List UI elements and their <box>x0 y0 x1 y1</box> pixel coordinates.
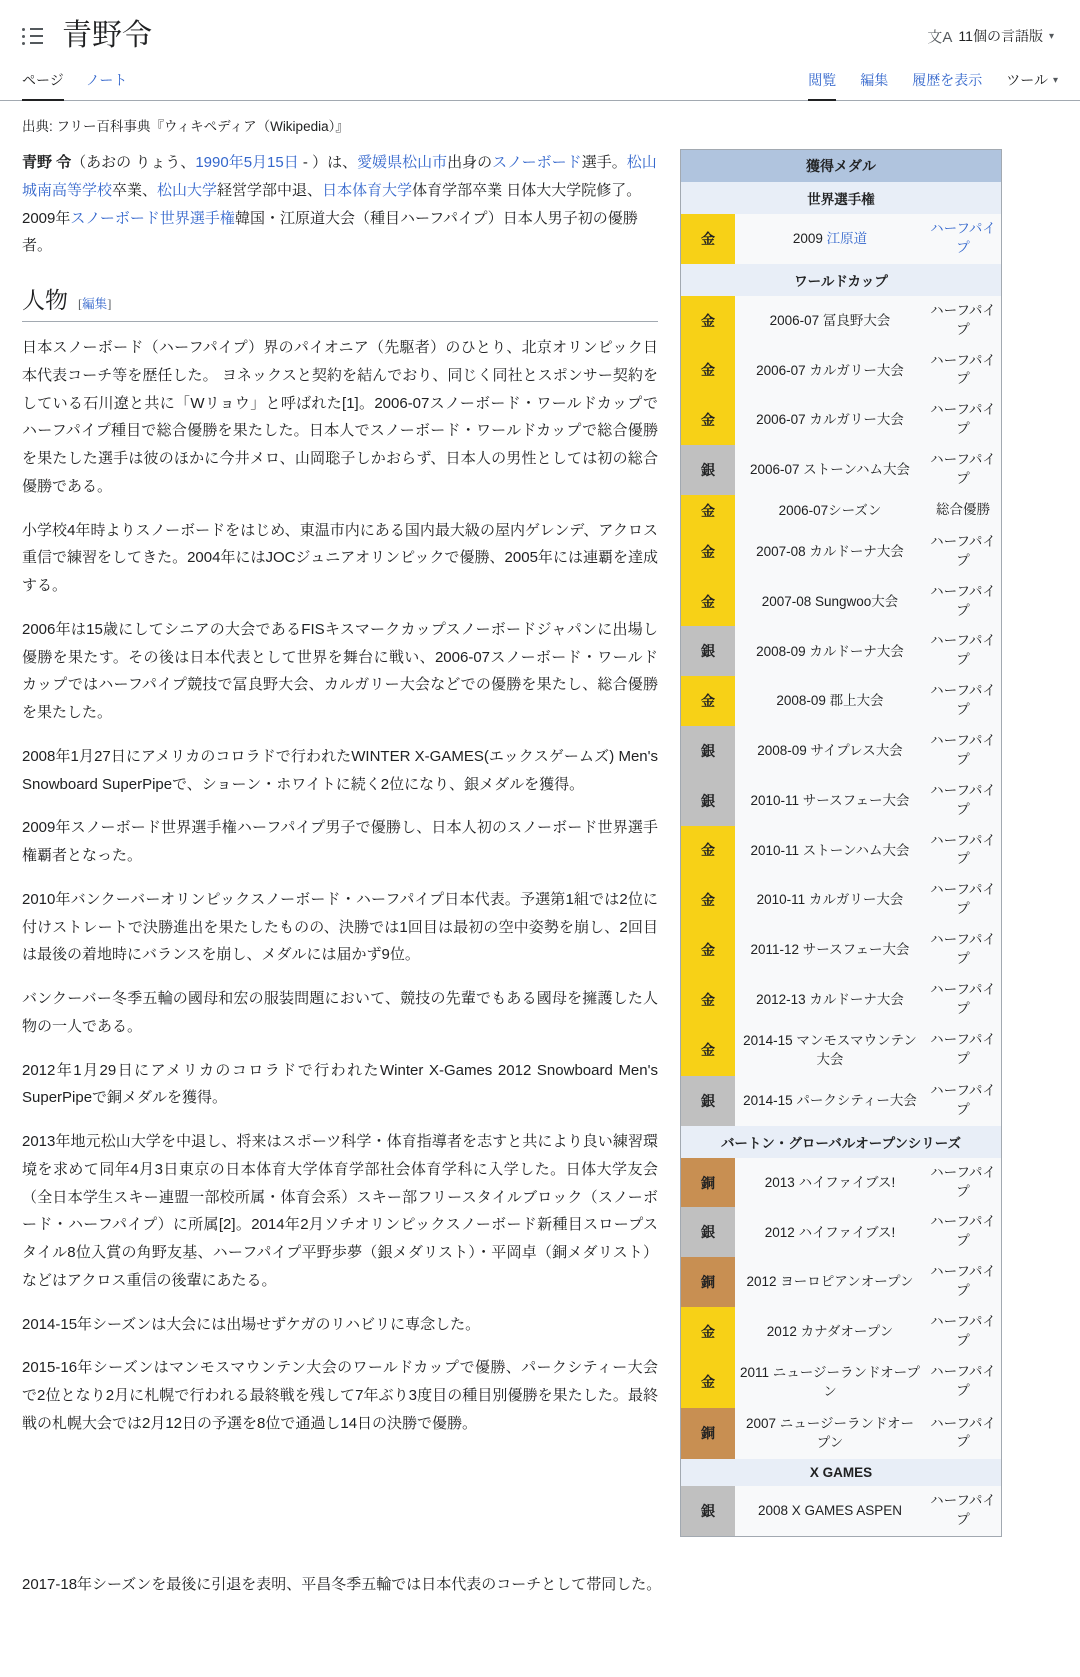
discipline-cell: ハーフパイプ <box>930 932 996 967</box>
discipline-cell: ハーフパイプ <box>930 782 996 817</box>
table-row <box>681 975 1001 1025</box>
main-menu-icon[interactable] <box>22 23 48 49</box>
event-cell: 2012 ハイファイブス! <box>764 1224 896 1240</box>
medal-cell: 金 <box>681 1357 735 1408</box>
table-row <box>681 626 1001 676</box>
event-cell: 2010-11 サースフェー大会 <box>750 792 910 808</box>
event-cell: 2006-07 カルガリー大会 <box>756 412 904 428</box>
discipline-cell: ハーフパイプ <box>930 832 996 867</box>
event-cell: 2012-13 カルドーナ大会 <box>756 992 904 1008</box>
source-note: 出典: フリー百科事典『ウィキペディア（Wikipedia）』 <box>22 119 349 134</box>
event-cell: 2007-08 カルドーナ大会 <box>756 544 904 560</box>
paragraph-5: 2009年スノーボード世界選手権ハーフパイプ男子で優勝し、日本人初のスノーボード世界選手権覇者となった。 <box>22 819 658 864</box>
nittaidai-link[interactable]: 日本体育大学 <box>322 181 413 199</box>
paragraph-11: 2015-16年シーズンはマンモスマウンテン大会のワールドカップで優勝、パークシティー大会で2位となり2月に札幌で行われる最終戦を残して7年ぶり3度目の種目別優勝を果たした。最終戦の札幌大会では2月12日の予選を8位で通過し14日の決勝で優勝。 <box>22 1359 658 1432</box>
medal-cell: 金 <box>681 346 735 396</box>
table-row <box>681 875 1001 925</box>
tools-label: ツール <box>1006 72 1048 88</box>
discipline-cell: ハーフパイプ <box>930 1313 996 1348</box>
section-header-label: X GAMES <box>681 1459 1001 1486</box>
medal-cell: 銀 <box>681 445 735 495</box>
medal-cell: 金 <box>681 296 735 346</box>
medal-cell: 銅 <box>681 1158 735 1208</box>
lead-reading-open: （あおの りょう、 <box>71 154 196 171</box>
table-row <box>681 1357 1001 1408</box>
event-cell: 2008 X GAMES ASPEN <box>757 1503 903 1519</box>
discipline-cell: ハーフパイプ <box>930 1082 996 1117</box>
event-cell: 2012 ヨーロピアンオープン <box>746 1274 914 1290</box>
table-row <box>681 1025 1001 1076</box>
page-title: 青野令 <box>62 19 152 52</box>
top-header <box>0 0 1080 62</box>
table-row <box>681 925 1001 975</box>
table-row <box>681 1257 1001 1307</box>
medal-cell: 金 <box>681 676 735 726</box>
table-row <box>681 776 1001 826</box>
discipline-cell: ハーフパイプ <box>930 633 996 668</box>
tabs-left-group <box>22 66 127 100</box>
table-row <box>681 445 1001 495</box>
medals-table-body <box>681 182 1001 1536</box>
section-header-row <box>681 264 1001 296</box>
lead-t2: 出身の <box>447 154 493 171</box>
medal-cell: 銀 <box>681 1076 735 1126</box>
paragraph-2: 小学校4年時よりスノーボードをはじめ、東温市内にある国内最大級の屋内ゲレンデ、アクロス重信で練習をしてきた。2004年にはJOCジュニアオリンピックで優勝、2005年には連覇を達成する。 <box>22 521 658 594</box>
lead-t6: 卒業、 <box>112 181 158 199</box>
table-row <box>681 1158 1001 1208</box>
event-cell: 2007 ニュージーランドオープン <box>745 1415 915 1451</box>
event-cell: 2006-07 カルガリー大会 <box>756 362 904 378</box>
event-cell: 2014-15 パークシティー大会 <box>743 1092 917 1108</box>
lead-t10: 体育学部卒業 日体大大学院修了。2009年 <box>22 181 642 227</box>
medals-table <box>681 182 1001 1536</box>
edit-section-link[interactable]: 編集 <box>82 297 108 311</box>
tab-edit[interactable]: 編集 <box>860 72 889 88</box>
discipline-cell: ハーフパイプ <box>930 533 996 568</box>
paragraph-7: バンクーバー冬季五輪の國母和宏の服装問題において、競技の先輩でもある國母を擁護した人物の一人である。 <box>22 990 658 1035</box>
event-cell: 2012 カナダオープン <box>766 1324 894 1340</box>
language-selector[interactable] <box>927 26 1058 47</box>
medal-cell: 金 <box>681 1307 735 1357</box>
discipline-cell: ハーフパイプ <box>930 1214 996 1249</box>
medal-cell: 金 <box>681 925 735 975</box>
event-cell: 2011-12 サースフェー大会 <box>750 942 910 958</box>
table-row <box>681 1207 1001 1257</box>
discipline-cell: ハーフパイプ <box>930 583 996 618</box>
medal-cell: 銀 <box>681 1486 735 1536</box>
event-cell: 2006-07 冨良野大会 <box>769 312 891 328</box>
section-header-label: バートン・グローバルオープンシリーズ <box>681 1126 1001 1158</box>
medal-cell: 金 <box>681 577 735 627</box>
table-row <box>681 1076 1001 1126</box>
tab-talk[interactable]: ノート <box>85 72 128 88</box>
table-row <box>681 1486 1001 1536</box>
medals-infobox <box>680 149 1002 1537</box>
table-row <box>681 577 1001 627</box>
table-row <box>681 495 1001 527</box>
page-content <box>0 101 1080 1557</box>
paragraph-6: 2010年バンクーバーオリンピックスノーボード・ハーフパイプ日本代表。予選第1組では2位に付けストレートで決勝進出を果たしたものの、決勝では1回目は最初の空中姿勢を崩し、2回目は最後の着地時にバランスを崩し、メダルには届かず9位。 <box>22 890 658 964</box>
discipline-cell: ハーフパイプ <box>930 352 996 387</box>
medal-cell: 金 <box>681 975 735 1025</box>
event-cell: 2008-09 カルドーナ大会 <box>756 643 904 659</box>
article-body <box>22 149 658 1454</box>
event-cell: 2009 江原道 <box>792 231 868 247</box>
discipline-cell: ハーフパイプ <box>930 402 996 437</box>
tabs-right-group <box>808 66 1058 100</box>
discipline-cell: ハーフパイプ <box>930 452 996 487</box>
lead-t4: 選手。 <box>581 154 627 171</box>
paragraph-1: 日本スノーボード（ハーフパイプ）界のパイオニア（先駆者）のひとり、北京オリンピック日本代表コーチ等を歴任した。 ヨネックスと契約を結んでおり、同じく同社とスポンサー契約をしている石川遼と共に「Wリョウ」と呼ばれた[1]。2006-07スノーボード・ワールドカップでハーフパイプ種目で総合優勝を果たした。日本人でスノーボード・ワールドカップで総合優勝を果たした選手は彼のほかに今井メロ、山岡聡子しかおらず、日本人の男性としては初の総合優勝である。 <box>22 339 658 495</box>
medal-cell: 金 <box>681 395 735 445</box>
section-header-row <box>681 1126 1001 1158</box>
highschool-link[interactable]: 松山城南高等学校 <box>22 154 657 199</box>
section-header-row <box>681 182 1001 214</box>
university-link[interactable]: 松山大学 <box>157 181 218 199</box>
discipline-cell: ハーフパイプ <box>930 683 996 718</box>
section-header-row <box>681 1459 1001 1486</box>
table-row <box>681 726 1001 776</box>
event-link[interactable]: 江原道 <box>826 231 868 247</box>
discipline-cell: ハーフパイプ <box>930 1364 996 1399</box>
discipline-cell: ハーフパイプ <box>930 1493 996 1527</box>
event-cell: 2008-09 郡上大会 <box>776 693 884 709</box>
section-header-label: 世界選手権 <box>681 182 1001 214</box>
medal-cell: 金 <box>681 826 735 876</box>
section-title: 人物 <box>22 288 68 313</box>
medal-cell: 金 <box>681 527 735 577</box>
medal-cell: 銅 <box>681 1257 735 1307</box>
section-header-label: ワールドカップ <box>681 264 1001 296</box>
table-row <box>681 346 1001 396</box>
paragraph-9: 2013年地元松山大学を中退し、将来はスポーツ科学・体育指導者を志すと共により良い練習環境を求めて同年4月3日東京の日本体育大学体育学部社会体育学科に入学した。日体大学友会（全日本学生スキー連盟一部校所属・体育会系）スキー部フリースタイルブロック（スノーボード・ハーフパイプ）に所属[2]。2014年2月ソチオリンピックスノーボード新種目スロープスタイル8位入賞の角野友基、ハーフパイプ平野歩夢（銀メダリスト）・平岡卓（銅メダリスト）などはアクロス重信の後輩にあたる。 <box>22 1133 658 1289</box>
discipline-cell: ハーフパイプ <box>930 981 996 1016</box>
table-row <box>681 527 1001 577</box>
event-cell: 2011 ニュージーランドオープン <box>740 1364 920 1400</box>
paragraph-8: 2012年1月29日にアメリカのコロラドで行われたWinter X-Games 2012 Snowboard Men's SuperPipeで銅メダルを獲得。 <box>22 1061 658 1107</box>
chevron-down-icon: ▾ <box>1048 30 1054 42</box>
event-cell: 2007-08 Sungwoo大会 <box>761 593 899 609</box>
event-cell: 2008-09 サイプレス大会 <box>757 743 903 759</box>
lead-t8: 経営学部中退、 <box>217 181 323 199</box>
medal-cell: 銀 <box>681 626 735 676</box>
table-row <box>681 676 1001 726</box>
table-row <box>681 826 1001 876</box>
subject-name: 青野 令 <box>22 154 72 171</box>
event-cell: 2010-11 カルガリー大会 <box>756 892 904 908</box>
discipline-cell: ハーフパイプ <box>930 1264 996 1299</box>
medal-cell: 金 <box>681 875 735 925</box>
discipline-cell: ハーフパイプ <box>930 1164 996 1199</box>
chevron-down-icon: ▾ <box>1052 74 1058 86</box>
tab-page[interactable]: ページ <box>22 66 64 100</box>
discipline-cell: ハーフパイプ <box>930 733 996 767</box>
section-heading-person <box>22 282 658 322</box>
event-cell: 2006-07シーズン <box>778 503 882 519</box>
discipline-cell: ハーフパイプ <box>930 1032 996 1067</box>
event-cell: 2013 ハイファイブス! <box>764 1174 896 1190</box>
infobox-title: 獲得メダル <box>681 150 1001 182</box>
paragraph-10: 2014-15年シーズンは大会には出場せずケガのリハビリに専念した。 <box>22 1315 481 1333</box>
birthplace-link[interactable]: 愛媛県松山市 <box>357 154 448 171</box>
event-cell: 2010-11 ストーンハム大会 <box>750 842 910 858</box>
table-row <box>681 296 1001 346</box>
snowboard-link[interactable]: スノーボード <box>492 154 582 171</box>
medal-cell: 金 <box>681 214 735 264</box>
content-columns <box>22 149 1058 1537</box>
event-cell: 2006-07 ストーンハム大会 <box>749 462 911 478</box>
infobox-column <box>680 149 1002 1537</box>
event-cell: 2014-15 マンモスマウンテン大会 <box>743 1032 917 1068</box>
namespace-tabs <box>0 62 1080 101</box>
language-icon: 文A <box>927 28 953 46</box>
tab-history[interactable]: 履歴を表示 <box>912 72 983 88</box>
discipline-cell: ハーフパイプ <box>930 1415 996 1450</box>
table-row <box>681 395 1001 445</box>
tail-paragraph: 2017-18年シーズンを最後に引退を表明、平昌冬季五輪では日本代表のコーチとして帯同した。 <box>22 1575 662 1593</box>
tools-menu[interactable] <box>1006 70 1058 100</box>
medal-cell: 銀 <box>681 1207 735 1257</box>
medal-cell: 銀 <box>681 726 735 776</box>
lead-reading-close: - ）は、 <box>298 154 358 171</box>
discipline-cell: ハーフパイプ <box>930 302 996 337</box>
table-row <box>681 1408 1001 1459</box>
lead-t12: 韓国・江原道大会（種目ハーフパイプ）日本人男子初の優勝者。 <box>22 209 638 255</box>
paragraph-3: 2006年は15歳にしてシニアの大会であるFISキスマークカップスノーボードジャパンに出場し優勝を果たす。その後は日本代表として世界を舞台に戦い、2006-07スノーボード・ワールドカップではハーフパイプ競技で冨良野大会、カルガリー大会などでの優勝を果たし、総合優勝を果たした。 <box>22 620 658 721</box>
medal-cell: 銀 <box>681 776 735 826</box>
medal-cell: 金 <box>681 495 735 527</box>
paragraph-4: 2008年1月27日にアメリカのコロラドで行われたWINTER X-GAMES(エックスゲームズ) Men's Snowboard SuperPipeで、ショーン・ホワイトに続く2位になり、銀メダルを獲得。 <box>22 747 658 793</box>
table-row <box>681 214 1001 264</box>
medal-cell: 金 <box>681 1025 735 1076</box>
discipline-cell: 総合優勝 <box>936 502 990 518</box>
medal-cell: 銅 <box>681 1408 735 1459</box>
edit-section-bracket: [編集] <box>78 297 112 311</box>
world-championship-link[interactable]: スノーボード世界選手権 <box>70 209 235 227</box>
discipline-cell[interactable]: ハーフパイプ <box>930 221 996 255</box>
tab-read[interactable]: 閲覧 <box>808 66 836 100</box>
lead-paragraph <box>22 149 658 260</box>
table-row <box>681 1307 1001 1357</box>
language-count-label: 11個の言語版 <box>958 28 1043 44</box>
birth-date-link[interactable]: 1990年5月15日 <box>195 154 299 171</box>
discipline-cell: ハーフパイプ <box>930 882 996 917</box>
